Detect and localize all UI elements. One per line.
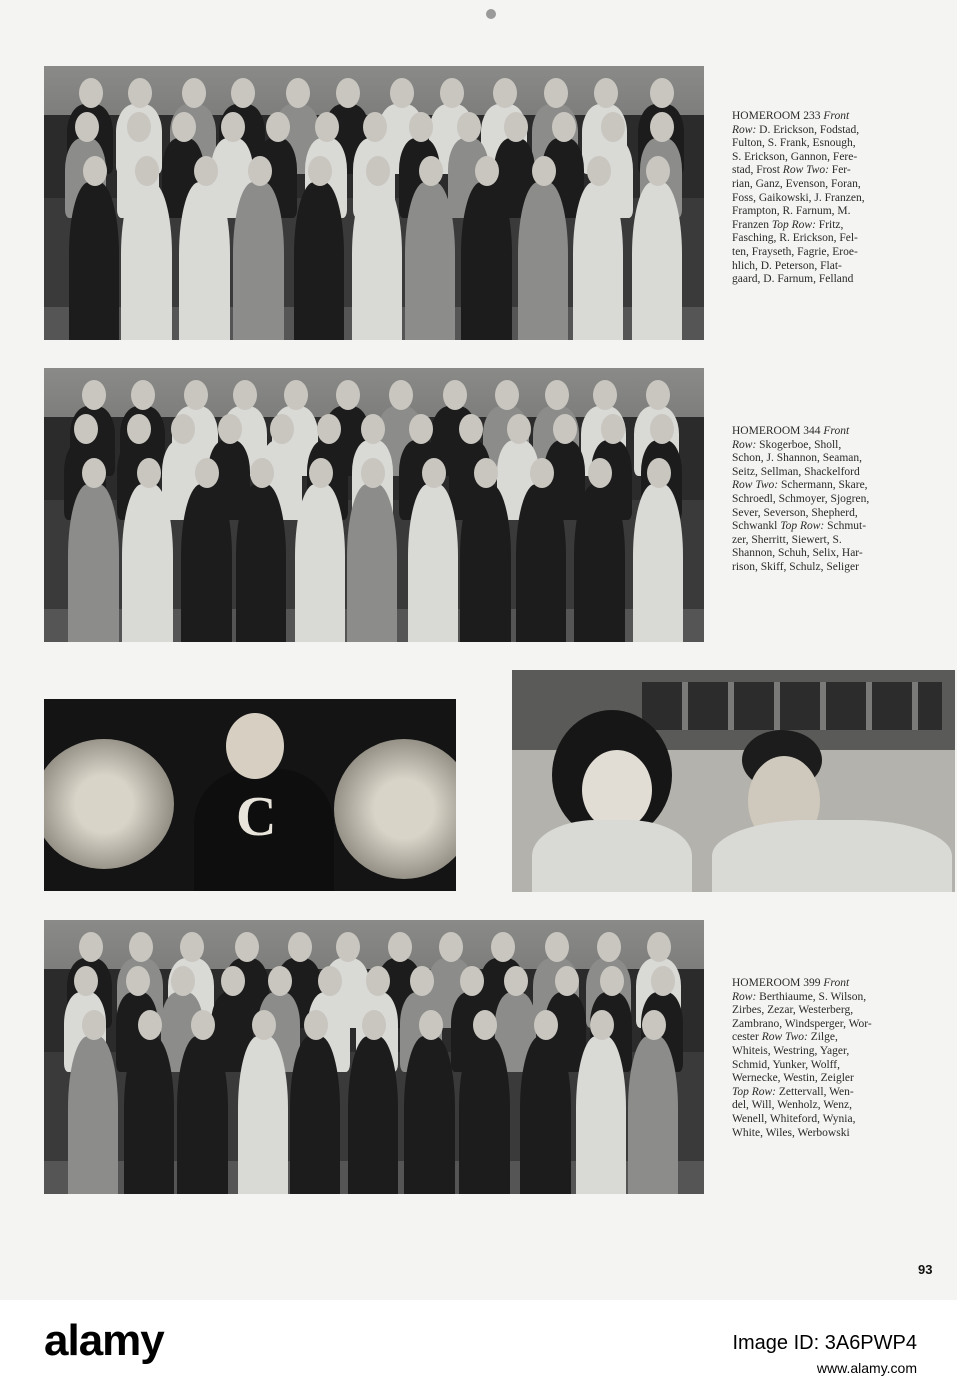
caption-text: HOMEROOM 233 [732, 110, 824, 122]
caption-text: S. Erickson, Gannon, Fere- [732, 150, 858, 163]
caption-line [732, 1018, 900, 1032]
caption-text: Wenell, Whiteford, Wynia, [732, 1112, 856, 1125]
caption-line [732, 466, 900, 480]
homeroom-233-photo [44, 66, 704, 340]
homeroom-399-caption [732, 977, 900, 1140]
caption-text: Skogerboe, Sholl, [759, 438, 842, 451]
caption-text: Berthiaume, S. Wilson, [759, 990, 867, 1003]
caption-text: Schmut- [827, 520, 867, 533]
caption-line [732, 507, 900, 521]
caption-text: HOMEROOM 399 [732, 977, 824, 989]
caption-text: Franzen [732, 218, 772, 231]
caption-line [732, 561, 900, 575]
caption-text: Wernecke, Westin, Zeigler [732, 1072, 854, 1085]
caption-line [732, 425, 900, 439]
homeroom-344-caption [732, 425, 900, 575]
caption-line [732, 178, 900, 192]
caption-row-label: Top Row: [732, 1085, 779, 1098]
caption-row-label: Row: [732, 123, 760, 136]
caption-text: gaard, D. Farnum, Felland [732, 273, 854, 286]
caption-text: Shannon, Schuh, Selix, Har- [732, 547, 863, 560]
caption-line [732, 439, 900, 453]
caption-line [732, 452, 900, 466]
caption-line [732, 164, 900, 178]
caption-text: stad, Frost [732, 164, 783, 177]
caption-text: del, Will, Wenholz, Wenz, [732, 1099, 853, 1112]
caption-text: Frampton, R. Farnum, M. [732, 205, 851, 218]
caption-line [732, 534, 900, 548]
caption-text: ten, Frayseth, Fagrie, Eroe- [732, 245, 858, 258]
caption-line [732, 260, 900, 274]
caption-row-label: Top Row: [771, 218, 819, 231]
caption-text: Schroedl, Schmoyer, Sjogren, [732, 492, 870, 505]
caption-line [732, 1086, 900, 1100]
caption-line [732, 1072, 900, 1086]
caption-row-label: Row Two: [782, 164, 832, 177]
caption-line [732, 1031, 900, 1045]
caption-line [732, 1004, 900, 1018]
caption-text: D. Erickson, Fodstad, [759, 123, 860, 136]
caption-text: Schmid, Yunker, Wolff, [732, 1058, 840, 1071]
caption-line [732, 124, 900, 138]
caption-text: White, Wiles, Werbowski [732, 1126, 850, 1139]
caption-line [732, 219, 900, 233]
caption-line [732, 1045, 900, 1059]
caption-text: Schwankl [732, 520, 781, 533]
caption-line [732, 232, 900, 246]
caption-text: Schon, J. Shannon, Seaman, [732, 452, 863, 465]
caption-line [732, 479, 900, 493]
caption-row-label: Row: [732, 438, 760, 451]
caption-line [732, 1127, 900, 1141]
caption-text: rison, Skiff, Schulz, Seliger [732, 560, 859, 573]
caption-text: Zirbes, Zezar, Westerberg, [732, 1004, 854, 1017]
caption-text: Fasching, R. Erickson, Fel- [732, 232, 858, 245]
caption-text: Seitz, Sellman, Shackelford [732, 465, 860, 478]
alamy-logo: alamy [44, 1316, 164, 1365]
homeroom-399-photo [44, 920, 704, 1194]
image-id: Image ID: 3A6PWP4 [732, 1332, 917, 1354]
caption-line [732, 137, 900, 151]
students-outdoors-photo [512, 670, 955, 892]
caption-line [732, 110, 900, 124]
caption-row-label: Front [823, 977, 850, 989]
caption-line [732, 1113, 900, 1127]
caption-line [732, 151, 900, 165]
caption-line [732, 520, 900, 534]
caption-text: Sever, Severson, Shepherd, [732, 506, 858, 519]
caption-text: Zambrano, Windsperger, Wor- [732, 1017, 872, 1030]
caption-text: HOMEROOM 344 [732, 425, 824, 437]
caption-text: Fulton, S. Frank, Esnough, [732, 137, 856, 150]
caption-row-label: Front [823, 110, 850, 122]
caption-text: Whiteis, Westring, Yager, [732, 1044, 850, 1057]
caption-line [732, 977, 900, 991]
caption-line [732, 205, 900, 219]
caption-row-label: Row: [732, 990, 760, 1003]
cheerleader-photo: C [44, 699, 456, 891]
page-number: 93 [918, 1262, 933, 1277]
caption-line [732, 991, 900, 1005]
watermark-footer [0, 1300, 957, 1390]
caption-text: rian, Ganz, Evenson, Foran, [732, 177, 861, 190]
caption-row-label: Top Row: [780, 520, 828, 533]
caption-line [732, 493, 900, 507]
caption-line [732, 192, 900, 206]
caption-text: Schermann, Skare, [781, 479, 868, 492]
caption-text: Zettervall, Wen- [778, 1085, 854, 1098]
caption-text: Fritz, [818, 218, 844, 231]
homeroom-233-caption [732, 110, 900, 287]
caption-line [732, 273, 900, 287]
caption-line [732, 1059, 900, 1073]
caption-text: hlich, D. Peterson, Flat- [732, 259, 842, 272]
caption-line [732, 1099, 900, 1113]
alamy-url: www.alamy.com [816, 1360, 917, 1376]
homeroom-344-photo [44, 368, 704, 642]
caption-line [732, 246, 900, 260]
caption-row-label: Front [823, 425, 850, 437]
caption-text: Fer- [831, 164, 851, 177]
punch-hole-mark [486, 9, 496, 19]
caption-text: zer, Sherritt, Siewert, S. [732, 533, 842, 546]
caption-row-label: Row Two: [761, 1031, 811, 1044]
caption-text: Zilge, [810, 1031, 838, 1044]
caption-text: Foss, Gaikowski, J. Franzen, [732, 191, 865, 204]
caption-text: cester [732, 1031, 762, 1044]
caption-row-label: Row Two: [732, 479, 781, 492]
caption-line [732, 547, 900, 561]
